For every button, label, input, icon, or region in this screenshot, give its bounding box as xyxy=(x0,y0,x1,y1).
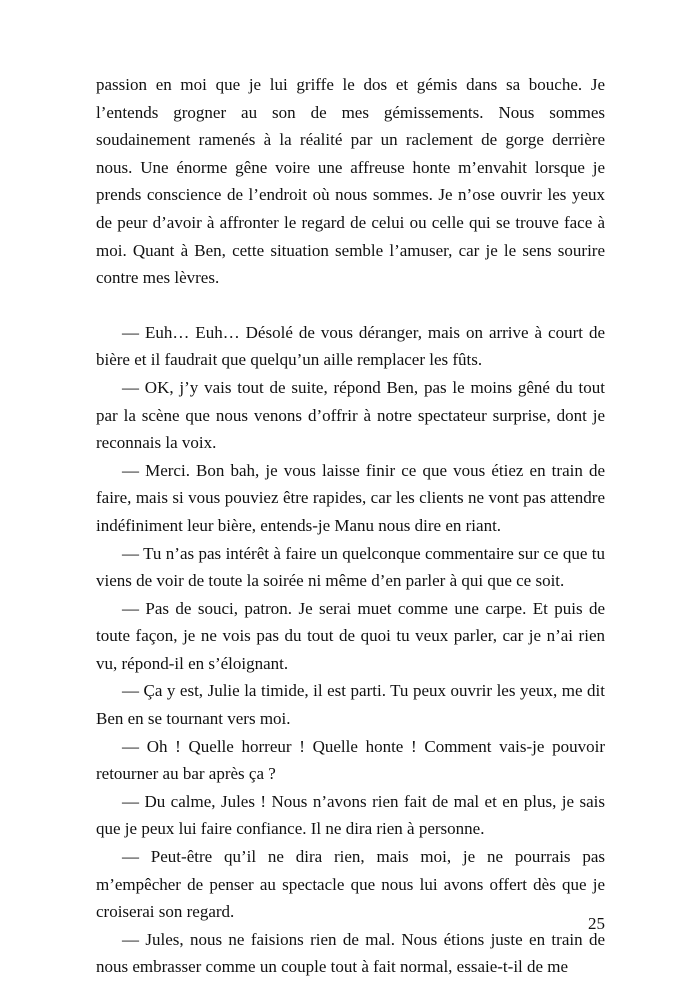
dialogue-line-6: — Ça y est, Julie la timide, il est parti. Tu peux ouvrir les yeux, me dit Ben en se tournant vers moi. xyxy=(96,681,605,729)
dialogue-line-10: — Jules, nous ne faisions rien de mal. Nous étions juste en train de nous embrasser comme un couple tout à fait normal, essaie-t-il de me xyxy=(96,929,605,977)
dialogue-line-4: — Tu n’as pas intérêt à faire un quelconque commentaire sur ce que tu viens de voir de toute la soirée ni même d’en parler à qui que ce soit. xyxy=(96,543,605,591)
dialogue-line-1: — Euh… Euh… Désolé de vous déranger, mais on arrive à court de bière et il faudrait que quelqu’un aille remplacer les fûts. xyxy=(96,322,605,370)
dialogue-line-2: — OK, j’y vais tout de suite, répond Ben, pas le moins gêné du tout par la scène que nous venons d’offrir à notre spectateur surprise, dont je reconnais la voix. xyxy=(96,377,605,453)
paragraph-gap xyxy=(96,292,605,319)
dialogue-line-5: — Pas de souci, patron. Je serai muet comme une carpe. Et puis de toute façon, je ne vois pas du tout de quoi tu veux parler, car je n’ai rien vu, répond-il en s’éloignant. xyxy=(96,598,605,673)
paragraph-narration: passion en moi que je lui griffe le dos et gémis dans sa bouche. Je l’entends grogner au son de mes gémissements. Nous sommes soudainement ramenés à la réalité par un raclement de gorge derrière nous. Une énorme gêne voire une affreuse honte m’envahit lorsque je prends conscience de l’endroit où nous sommes. Je n’ose ouvrir les yeux de peur d’avoir à affronter le regard de celui ou celle qui se trouve face à moi. Quant à Ben, cette situation semble l’amuser, car je le sens sourire contre mes lèvres. xyxy=(96,75,605,288)
dialogue-line-8: — Du calme, Jules ! Nous n’avons rien fait de mal et en plus, je sais que je peux lui faire confiance. Il ne dira rien à personne. xyxy=(96,791,605,839)
dialogue-line-9: — Peut-être qu’il ne dira rien, mais moi, je ne pourrais pas m’empêcher de penser au spectacle que nous lui avons offert dès que je croiserai son regard. xyxy=(96,847,605,922)
dialogue-line-3: — Merci. Bon bah, je vous laisse finir ce que vous étiez en train de faire, mais si vous pouviez être rapides, car les clients ne vont pas attendre indéfiniment leur bière, entends-je Manu nous dire en riant. xyxy=(96,460,605,535)
dialogue-line-7: — Oh ! Quelle horreur ! Quelle honte ! Comment vais-je pouvoir retourner au bar après ça ? xyxy=(96,736,605,784)
page-body xyxy=(96,71,605,981)
page-number: 25 xyxy=(588,914,605,933)
